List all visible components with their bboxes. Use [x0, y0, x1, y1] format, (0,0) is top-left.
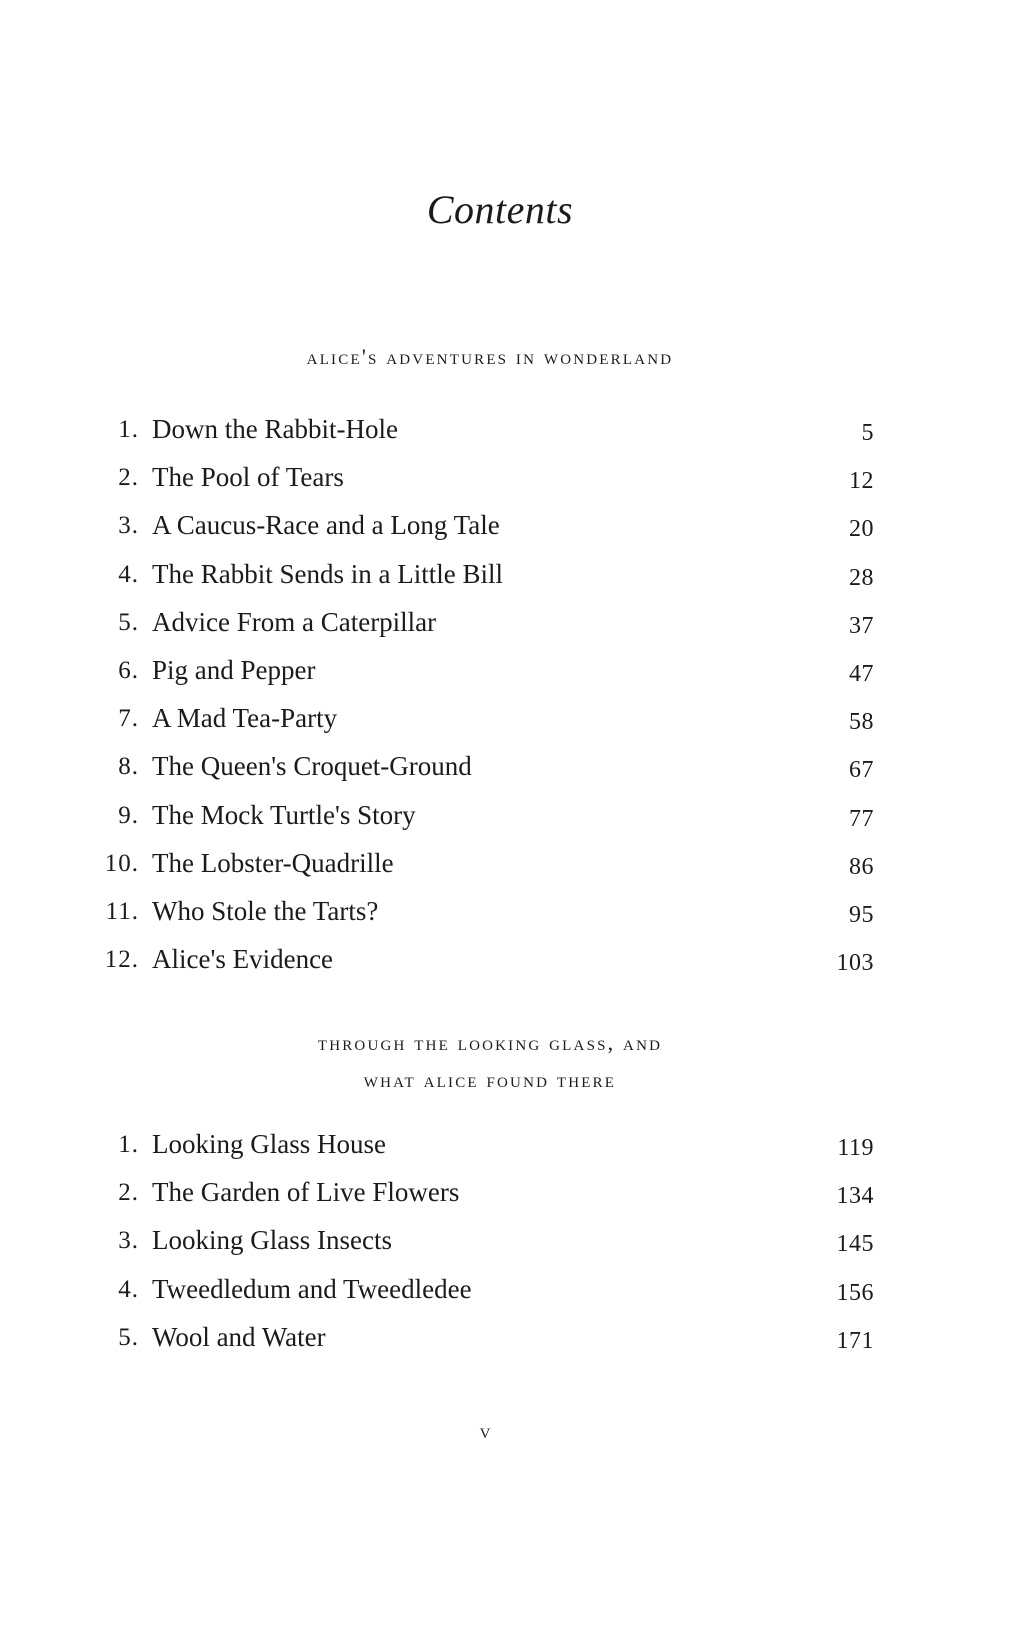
chapter-title: The Mock Turtle's Story [152, 799, 416, 830]
section-heading-line: what alice found there [363, 1067, 617, 1092]
chapter-title: The Garden of Live Flowers [152, 1177, 460, 1208]
chapter-title: Looking Glass House [152, 1129, 386, 1159]
toc-entry [0, 460, 1024, 508]
chapter-number: 2. [118, 1179, 139, 1207]
chapter-page: 95 [849, 901, 874, 928]
toc-entry [0, 605, 1024, 653]
toc-entry [0, 1223, 1024, 1271]
toc-entry [0, 846, 1024, 894]
chapter-page: 58 [849, 709, 874, 736]
chapter-number: 3. [118, 512, 139, 540]
chapter-number: 8. [118, 753, 139, 781]
chapter-page: 67 [849, 757, 874, 784]
chapter-page: 103 [836, 950, 874, 977]
chapter-number: 11. [105, 897, 139, 925]
chapter-number: 5. [118, 608, 139, 636]
chapter-page: 134 [836, 1183, 874, 1210]
chapter-title: A Caucus-Race and a Long Tale [152, 510, 500, 541]
toc-entry [0, 557, 1024, 605]
chapter-page: 171 [836, 1327, 874, 1354]
chapter-page: 28 [849, 564, 874, 591]
chapter-number: 4. [118, 560, 139, 588]
toc-entry [0, 749, 1024, 797]
section-heading-line: through the looking glass, and [317, 1030, 663, 1055]
chapter-number: 6. [118, 656, 139, 684]
chapter-title: Alice's Evidence [152, 944, 334, 975]
chapter-title: Down the Rabbit-Hole [152, 414, 398, 444]
chapter-title: The Rabbit Sends in a Little Bill [152, 558, 503, 589]
toc-entry [0, 798, 1024, 846]
chapter-page: 37 [849, 612, 874, 639]
chapter-title: The Pool of Tears [152, 462, 344, 493]
section-heading-wonderland [0, 344, 980, 370]
chapter-number: 12. [104, 946, 139, 974]
chapter-title: Pig and Pepper [152, 654, 316, 685]
chapter-number: 1. [118, 416, 139, 443]
page-folio: v [479, 1418, 491, 1443]
chapter-title: Who Stole the Tarts? [152, 895, 379, 926]
chapter-title: Looking Glass Insects [152, 1225, 392, 1256]
toc-entry [0, 942, 1024, 990]
chapter-number: 9. [118, 801, 139, 829]
toc-entry [0, 412, 1024, 460]
chapter-page: 47 [849, 660, 874, 687]
chapter-page: 20 [849, 516, 874, 543]
chapter-title: Tweedledum and Tweedledee [152, 1273, 472, 1304]
chapter-number: 4. [118, 1275, 139, 1303]
toc-entry [0, 1320, 1024, 1368]
toc-entry [0, 894, 1024, 942]
chapter-number: 5. [118, 1323, 139, 1351]
toc-list-wonderland [0, 412, 1024, 990]
chapter-title: Wool and Water [152, 1321, 326, 1352]
chapter-number: 3. [118, 1227, 139, 1255]
toc-entry [0, 508, 1024, 556]
chapter-page: 77 [849, 805, 874, 832]
chapter-number: 7. [118, 705, 139, 733]
chapter-page: 5 [861, 420, 874, 446]
toc-entry [0, 1272, 1024, 1320]
toc-list-looking-glass [0, 1127, 1024, 1368]
chapter-title: The Lobster-Quadrille [152, 847, 394, 878]
chapter-number: 10. [104, 849, 139, 877]
section-heading-line: alice's adventures in wonderland [306, 344, 674, 369]
chapter-page: 156 [836, 1279, 874, 1306]
chapter-title: The Queen's Croquet-Ground [152, 751, 472, 782]
section-heading-looking-glass [0, 1024, 980, 1098]
chapter-page: 119 [837, 1135, 874, 1161]
chapter-page: 86 [849, 853, 874, 880]
chapter-page: 145 [836, 1231, 874, 1258]
chapter-page: 12 [849, 468, 874, 495]
toc-entry [0, 1175, 1024, 1223]
chapter-number: 1. [118, 1131, 139, 1158]
chapter-number: 2. [118, 464, 139, 492]
chapter-title: A Mad Tea-Party [152, 703, 338, 734]
page-title: Contents [426, 187, 574, 232]
toc-entry [0, 653, 1024, 701]
chapter-title: Advice From a Caterpillar [152, 606, 437, 637]
toc-entry [0, 701, 1024, 749]
toc-entry [0, 1127, 1024, 1175]
